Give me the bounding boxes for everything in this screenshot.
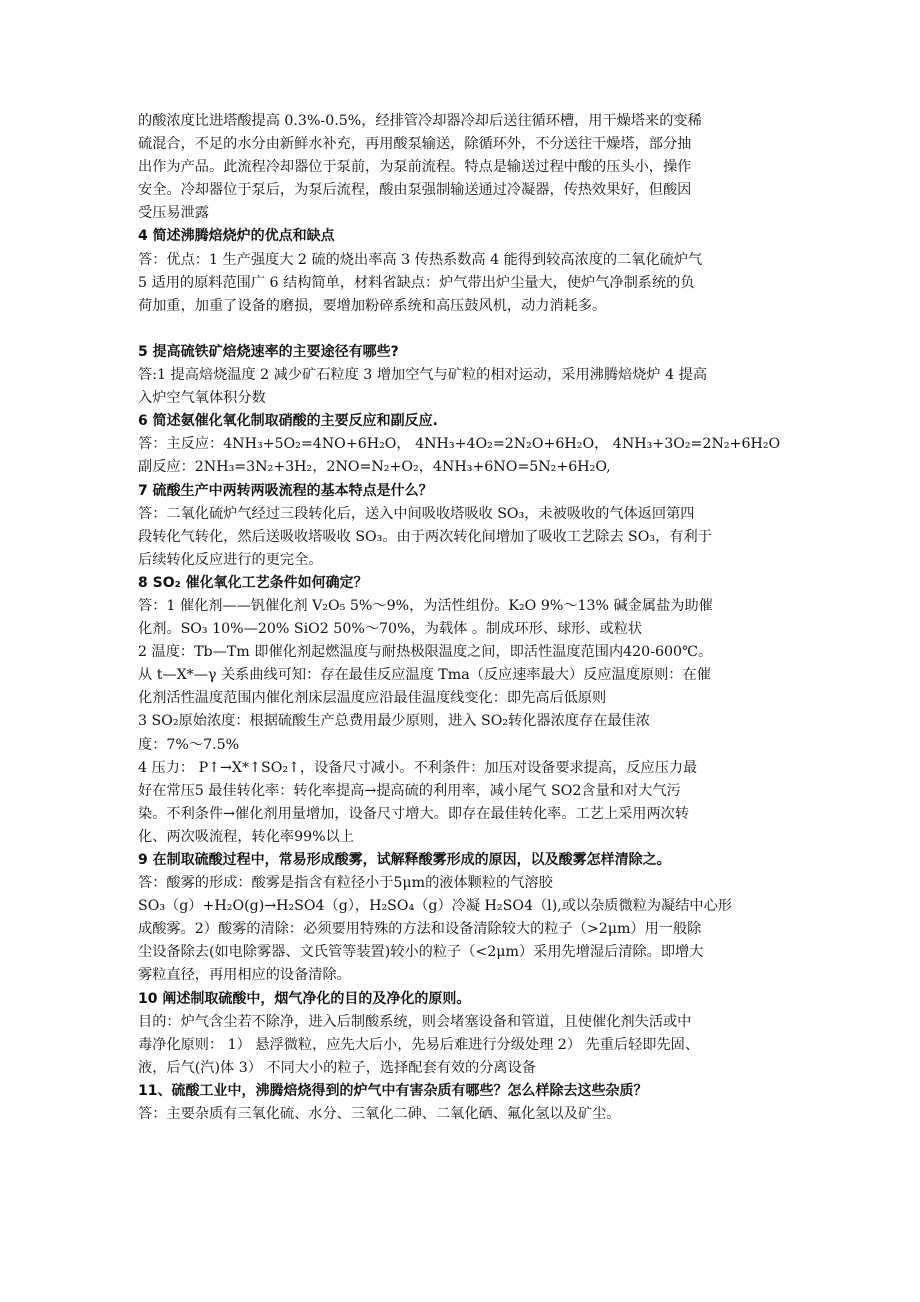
text-line: 出作为产品。此流程冷却器位于泵前，为泵前流程。特点是输送过程中酸的压头小，操作 <box>138 159 692 176</box>
text-line: 后续转化反应进行的更完全。 <box>138 551 323 568</box>
text-line: 从 t—X*—γ 关系曲线可知：存在最佳反应温度 Tma（反应速率最大）反应温度原则：在催 <box>138 667 711 684</box>
text-line: 答：1 催化剂——钒催化剂 V₂O₅ 5%～9%，为活性组份。K₂O 9%～13% 碱金属盐为助催 <box>138 597 713 614</box>
text-line: 度：7%～7.5% <box>138 736 240 753</box>
question-heading: 5 提高硫铁矿焙烧速率的主要途径有哪些? <box>138 343 399 360</box>
text-line: 毒净化原则： 1） 悬浮微粒，应先大后小，先易后难进行分级处理 2） 先重后轻即先固、 <box>138 1036 700 1053</box>
question-heading: 8 SO₂ 催化氧化工艺条件如何确定？ <box>138 574 368 591</box>
text-line: 答：二氧化硫炉气经过三段转化后，送入中间吸收塔吸收 SO₃，未被吸收的气体返回第四 <box>138 505 695 522</box>
text-line: 的酸浓度比进塔酸提高 0.3%-0.5%，经排管冷却器冷却后送往循环槽，用干燥塔来的变稀 <box>138 113 702 129</box>
text-line: 答：主要杂质有三氧化硫、水分、三氧化二砷、二氧化硒、氟化氢以及矿尘。 <box>138 1106 621 1123</box>
text-line: 目的：炉气含尘若不除净，进入后制酸系统，则会堵塞设备和管道，且使催化剂失活或中 <box>138 1013 692 1030</box>
text-line: 4 压力： P↑→X*↑SO₂↑，设备尺寸减小。不利条件：加压对设备要求提高，反应压力最 <box>138 759 698 776</box>
text-line: 3 SO₂原始浓度：根据硫酸生产总费用最少原则，进入 SO₂转化器浓度存在最佳浓 <box>138 713 650 730</box>
question-heading: 11、硫酸工业中，沸腾焙烧得到的炉气中有害杂质有哪些？怎么样除去这些杂质？ <box>138 1082 648 1099</box>
question-heading: 6 简述氨催化氧化制取硝酸的主要反应和副反应. <box>138 413 438 430</box>
text-line: 液，后气(汽)体 3） 不同大小的粒子，选择配套有效的分离设备 <box>138 1059 536 1076</box>
document-body <box>138 110 784 1126</box>
text-line: 成酸雾。2）酸雾的清除：必须要用特殊的方法和设备清除较大的粒子（>2μm）用一般除 <box>138 921 702 938</box>
text-line: 化、两次吸流程，转化率99%以上 <box>138 828 354 845</box>
text-line: 安全。冷却器位于泵后，为泵后流程，酸由泵强制输送通过冷凝器，传热效果好，但酸因 <box>138 182 692 199</box>
text-line: 染。不利条件→催化剂用量增加，设备尺寸增大。即存在最佳转化率。工艺上采用两次转 <box>138 805 690 822</box>
text-line: 5 适用的原料范围广 6 结构简单，材料省缺点：炉气带出炉尘量大，使炉气净制系统的负 <box>138 274 695 291</box>
text-line: 化剂。SO₃ 10%—20% SiO2 50%～70%，为载体 。制成环形、球形、或粒状 <box>138 621 643 638</box>
text-line: 入炉空气氧体积分数 <box>138 390 266 407</box>
text-line: 受压易泄露 <box>138 205 209 222</box>
text-line: 好在常压5 最佳转化率：转化率提高→提高硫的利用率，减小尾气 SO2含量和对大气污 <box>138 782 681 799</box>
text-line: 雾粒直径，再用相应的设备清除。 <box>138 967 351 984</box>
text-line: 尘设备除去(如电除雾器、文氏管等装置)较小的粒子（<2μm）采用先增湿后清除。即增大 <box>138 944 704 961</box>
question-heading: 9 在制取硫酸过程中，常易形成酸雾，试解释酸雾形成的原因，以及酸雾怎样清除之。 <box>138 852 671 868</box>
text-line: 答：主反应：4NH₃+5O₂=4NO+6H₂O， 4NH₃+4O₂=2N₂O+6H₂O， 4NH₃+3O₂=2N₂+6H₂O <box>138 436 781 453</box>
question-heading: 7 硫酸生产中两转两吸流程的基本特点是什么？ <box>138 482 433 499</box>
text-line: 答:1 提高焙烧温度 2 减少矿石粒度 3 增加空气与矿粒的相对运动，采用沸腾焙烧炉 4 提高 <box>138 367 708 384</box>
question-heading: 10 阐述制取硫酸中，烟气净化的目的及净化的原则。 <box>138 990 471 1007</box>
text-line: 2 温度：Tb—Tm 即催化剂起燃温度与耐热极限温度之间，即活性温度范围内420-600℃。 <box>138 644 713 661</box>
question-heading: 4 简述沸腾焙烧炉的优点和缺点 <box>138 228 335 245</box>
text-line: 答：优点：1 生产强度大 2 硫的烧出率高 3 传热系数高 4 能得到较高浓度的二氧化硫炉气 <box>138 251 703 268</box>
text-line: 副反应：2NH₃=3N₂+3H₂，2NO=N₂+O₂，4NH₃+6NO=5N₂+6H₂O, <box>138 459 611 476</box>
text-line: SO₃（g）+H₂O(g)→H₂SO4（g），H₂SO₄（g）冷凝 H₂SO4（l),或以杂质微粒为凝结中心形 <box>138 898 732 915</box>
text-line: 段转化气转化，然后送吸收塔吸收 SO₃。由于两次转化间增加了吸收工艺除去 SO₃，有利于 <box>138 528 712 545</box>
text-line: 硫混合，不足的水分由新鲜水补充，再用酸泵输送，除循环外，不分送往干燥塔，部分抽 <box>138 136 692 153</box>
text-line: 化剂活性温度范围内催化剂床层温度应沿最佳温度线变化：即先高后低原则 <box>138 690 607 707</box>
text-line: 答：酸雾的形成：酸雾是指含有粒径小于5μm的液体颗粒的气溶胶 <box>138 875 553 892</box>
text-line: 荷加重，加重了设备的磨损，要增加粉碎系统和高压鼓风机，动力消耗多。 <box>138 297 607 314</box>
blank-line <box>138 318 784 341</box>
